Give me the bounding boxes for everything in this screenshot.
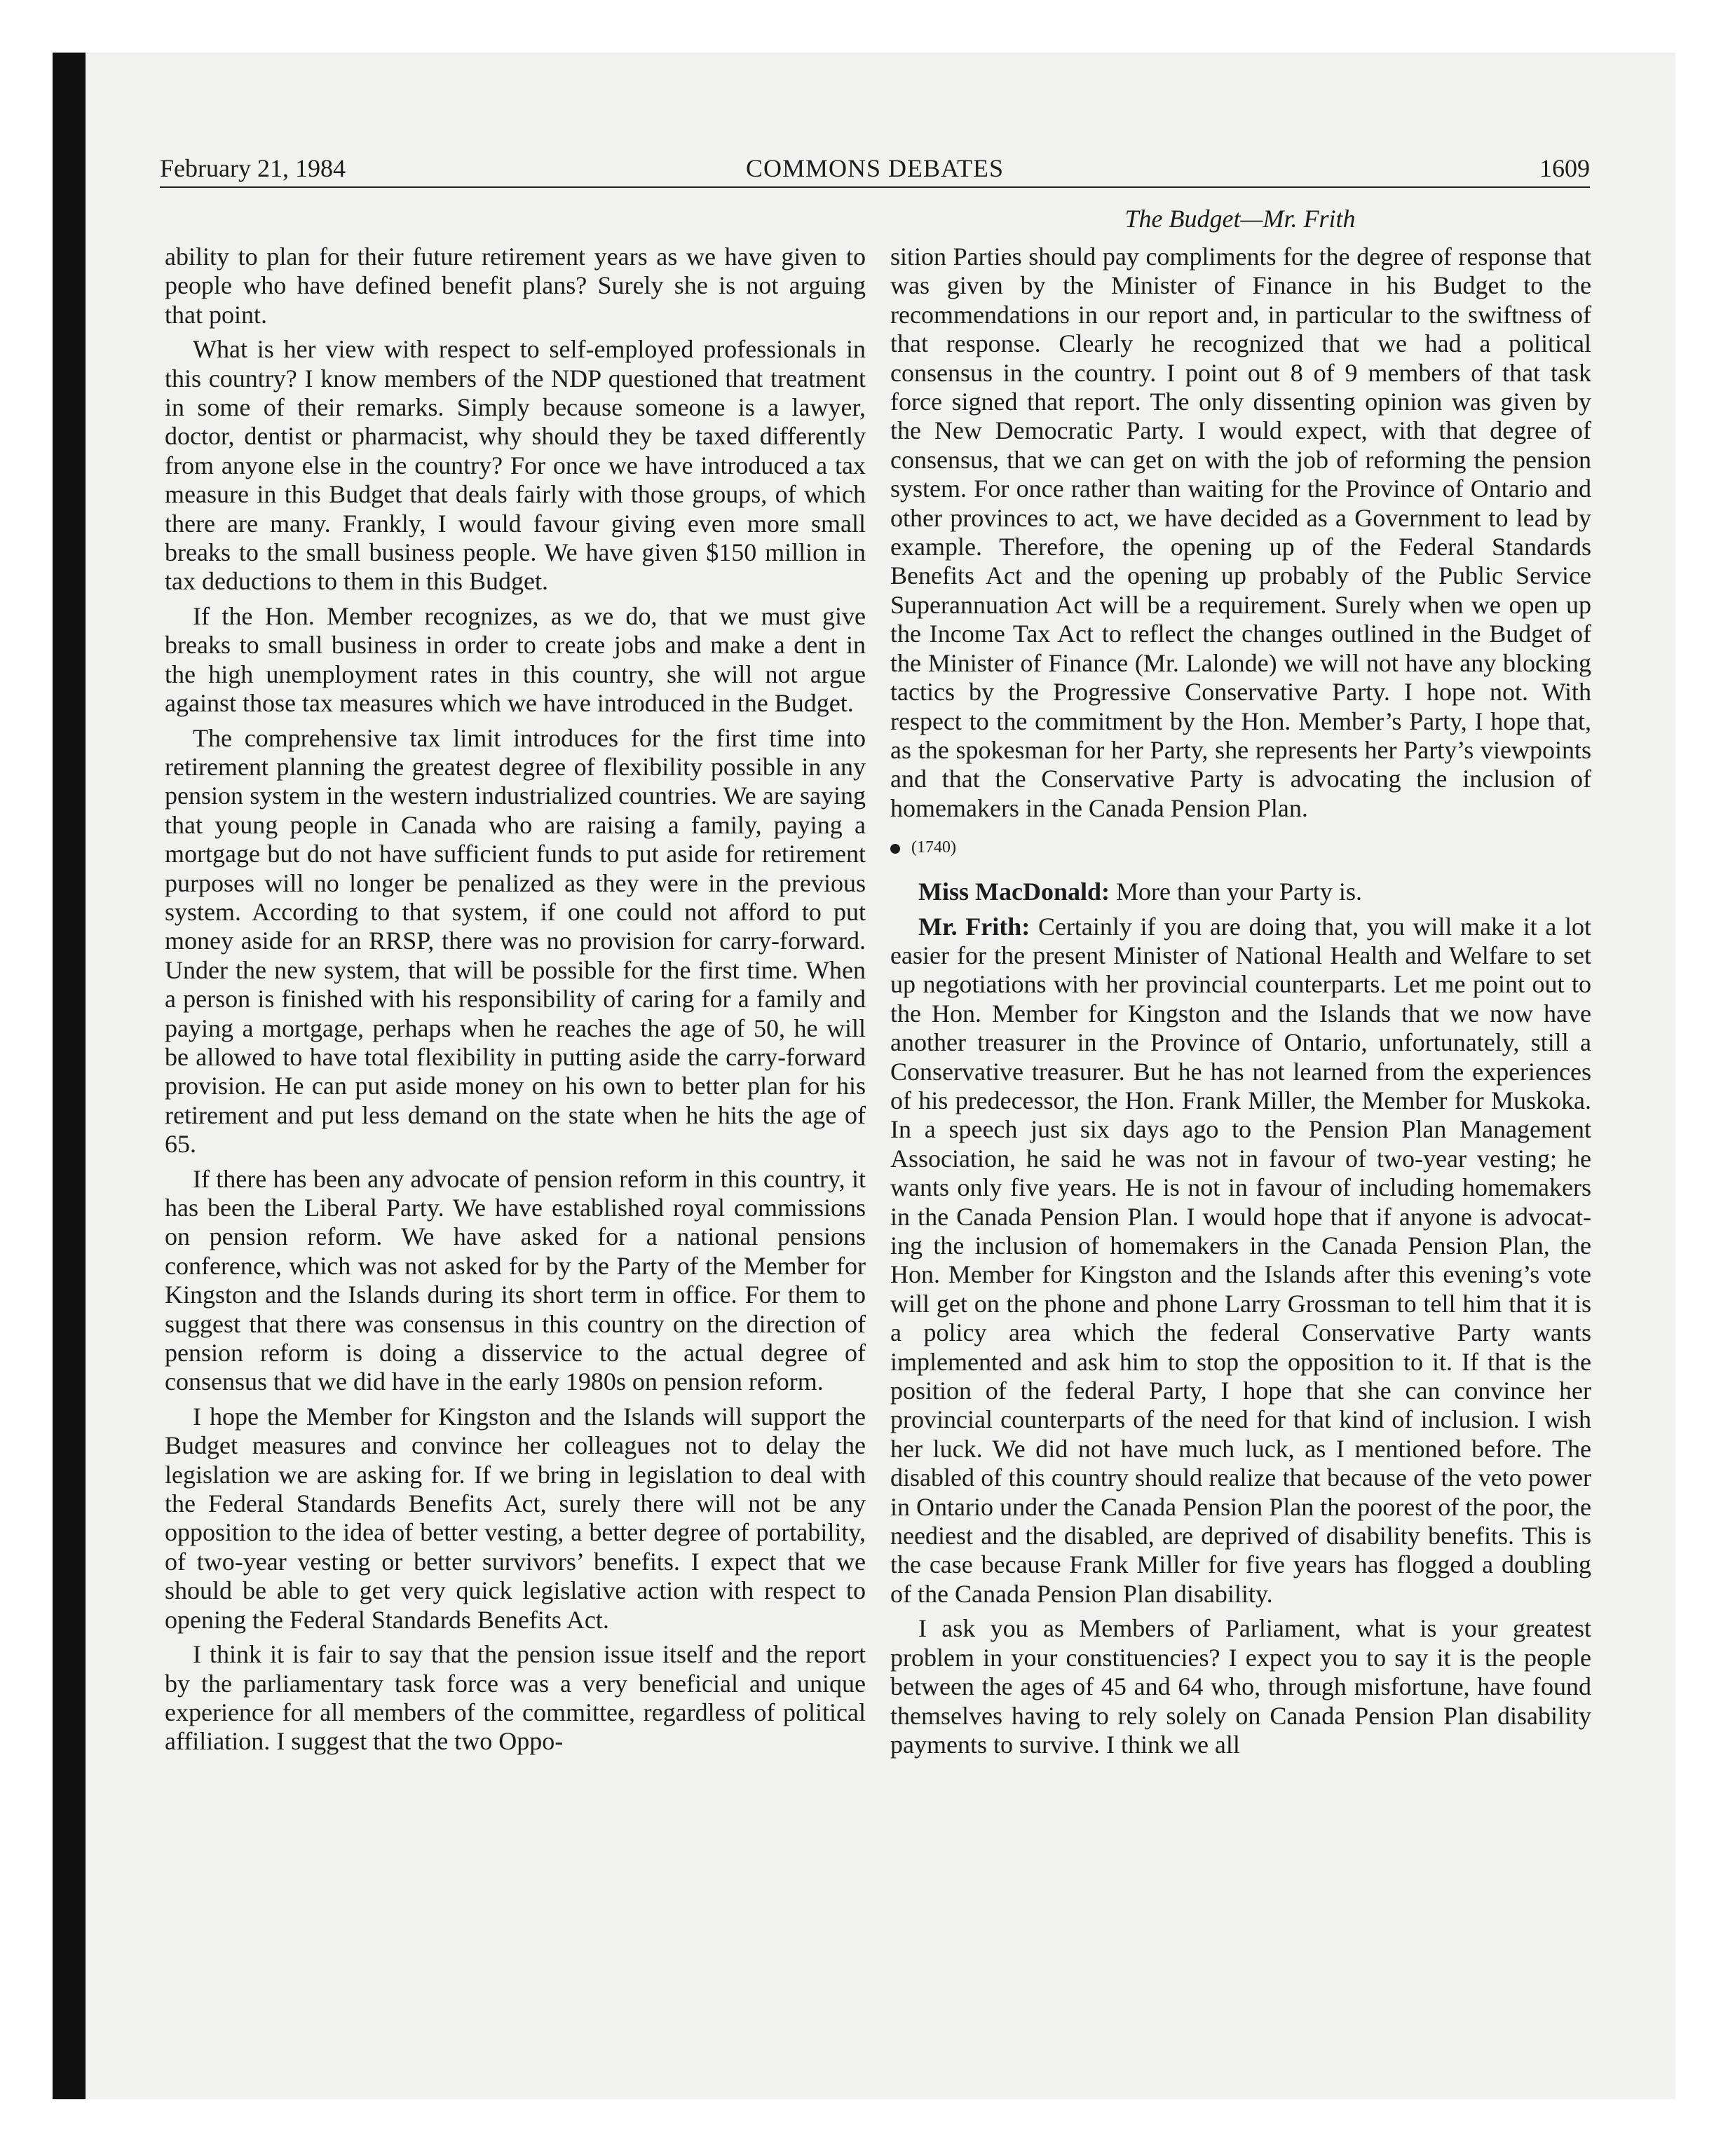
left-column: [165, 243, 866, 1762]
header-rule: [160, 186, 1590, 188]
paragraph: ability to plan for their future retirement years as we have given to people who have defined benefit plans? Surely she is not arguing that point.: [165, 243, 866, 329]
paragraph: I ask you as Members of Parliament, what is your greatest problem in your constituencies? I expect you to say it is the people between the ages of 45 and 64 who, through misfortune, have found themselves having to rely solely on Canada Pension Plan disability payments to survive. I think we all: [890, 1614, 1591, 1759]
speaker-name: Miss MacDonald:: [918, 878, 1110, 906]
bullet-icon: [890, 844, 900, 854]
header-page-number: 1609: [1539, 154, 1590, 182]
time-stamp: [890, 837, 1591, 858]
paragraph: sition Parties should pay compliments for the degree of response that was given by the Minister of Finance in his Budget to the recommendations in our report and, in particular to the swiftness of that response. Clearly he recognized that we had a political consensus in the country. I point out 8 of 9 members of that task force signed that report. The only dissenting opinion was given by the New Democratic Party. I would expect, with that degree of consensus, that we can get on with the job of reforming the pension system. For once rather than waiting for the Province of Ontario and other provinces to act, we have decided as a Government to lead by example. Therefore, the opening up of the Federal Standards Benefits Act and the opening up probably of the Public Service Superannuation Act will be a requirement. Surely when we open up the Income Tax Act to reflect the changes outlined in the Budget of the Minister of Finance (Mr. Lalonde) we will not have any blocking tactics by the Progressive Conservative Party. I hope not. With respect to the commitment by the Hon. Member’s Party, I hope that, as the spokesman for her Party, she represents her Party’s viewpoints and that the Conservative Party is advocating the inclusion of homemakers in the Canada Pension Plan.: [890, 243, 1591, 822]
running-head: The Budget—Mr. Frith: [1124, 205, 1356, 233]
time-stamp-text: (1740): [911, 838, 956, 857]
interjection: [890, 878, 1591, 906]
paragraph: If the Hon. Member recognizes, as we do, that we must give breaks to small business in order to create jobs and make a dent in the high unemployment rates in this country, she will not argue against those tax measures which we have introduced in the Budget.: [165, 601, 866, 718]
paragraph: I hope the Member for Kingston and the Islands will support the Budget measures and convince her colleagues not to delay the legislation we are asking for. If we bring in legislation to deal with the Federal Standards Benefits Act, surely there will not be any opposition to the idea of better vesting, a better degree of portability, of two-year vesting or better survivors’ benefits. I expect that we should be able to get very quick legislative action with respect to opening the Federal Standards Benefits Act.: [165, 1402, 866, 1634]
paragraph: If there has been any advocate of pension reform in this country, it has been the Liberal Party. We have established royal commissions on pension reform. We have asked for a national pensions conference, which was not asked for by the Party of the Member for Kingston and the Islands during its short term in office. For them to suggest that there was consensus in this country on the direction of pension reform is doing a disservice to the actual degree of consensus that we did have in the early 1980s on pension reform.: [165, 1164, 866, 1396]
paragraph: I think it is fair to say that the pension issue itself and the report by the parliamentary task force was a very beneficial and unique experience for all members of the committee, regardless of political affiliation. I suggest that the two Oppo-: [165, 1640, 866, 1756]
right-column: [890, 243, 1591, 1765]
header-publication-title: COMMONS DEBATES: [745, 154, 1005, 182]
paragraph: The comprehensive tax limit introduces for the first time into retirement planning the greatest degree of flexibility possible in any pension system in the western industrialized countries. We are saying that young people in Canada who are raising a family, paying a mortgage but do not have sufficient funds to put aside for retirement purposes will no longer be penalized as they were in the previous system. According to that system, if one could not afford to put money aside for an RRSP, there was no provision for carry-forward. Under the new system, that will be possible for the first time. When a person is finished with his responsibility of caring for a family and paying a mortgage, perhaps when he reaches the age of 50, he will be allowed to have total flexibility in putting aside the carry-forward provision. He can put aside money on his own to better plan for his retirement and put less demand on the state when he hits the age of 65.: [165, 723, 866, 1159]
speech-text: More than your Party is.: [1110, 878, 1362, 906]
page-header: [160, 150, 1590, 186]
paragraph: What is her view with respect to self-employed professionals in this country? I know members of the NDP questioned that treatment in some of their remarks. Simply because someone is a lawyer, doctor, dentist or pharmacist, why should they be taxed differently from anyone else in the country? For once we have introduced a tax measure in this Budget that deals fairly with those groups, of which there are many. Frankly, I would favour giving even more small breaks to the small business people. We have given $150 million in tax deductions to them in this Budget.: [165, 335, 866, 596]
speech-text: Certainly if you are doing that, you will make it a lot easier for the present Minister of National Health and Welfare to set up negotiations with her provincial counterparts. Let me point out to the Hon. Member for Kingston and the Islands that we now have another treasurer in the Province of Ontario, unfortunately, still a Conservative treasurer. But he has not learned from the experiences of his predecessor, the Hon. Frank Miller, the Member for Muskoka. In a speech just six days ago to the Pension Plan Management Association, he said he was not in favour of two-year vesting; he wants only five years. He is not in favour of including homemakers in the Canada Pension Plan. I would hope that if anyone is advocating the inclusion of homemakers in the Canada Pension Plan, the Hon. Member for Kingston and the Islands after this evening’s vote will get on the phone and phone Larry Grossman to tell him that it is a policy area which the federal Conservative Party wants implemented and ask him to stop the opposition to it. If that is the position of the federal Party, I hope that she can convince her provincial counterparts of the need for that kind of inclusion. I wish her luck. We did not have much luck, as I mentioned before. The disabled of this country should realize that because of the veto power in Ontario under the Canada Pension Plan the poorest of the poor, the neediest and the disabled, are deprived of disability benefits. This is the case because Frank Miller for five years has flogged a doubling of the Canada Pension Plan disability.: [890, 912, 1591, 1608]
header-date: February 21, 1984: [160, 154, 346, 182]
scan-binding-edge: [53, 53, 86, 2099]
speaker-name: Mr. Frith:: [918, 912, 1030, 941]
speech: [890, 913, 1591, 1609]
